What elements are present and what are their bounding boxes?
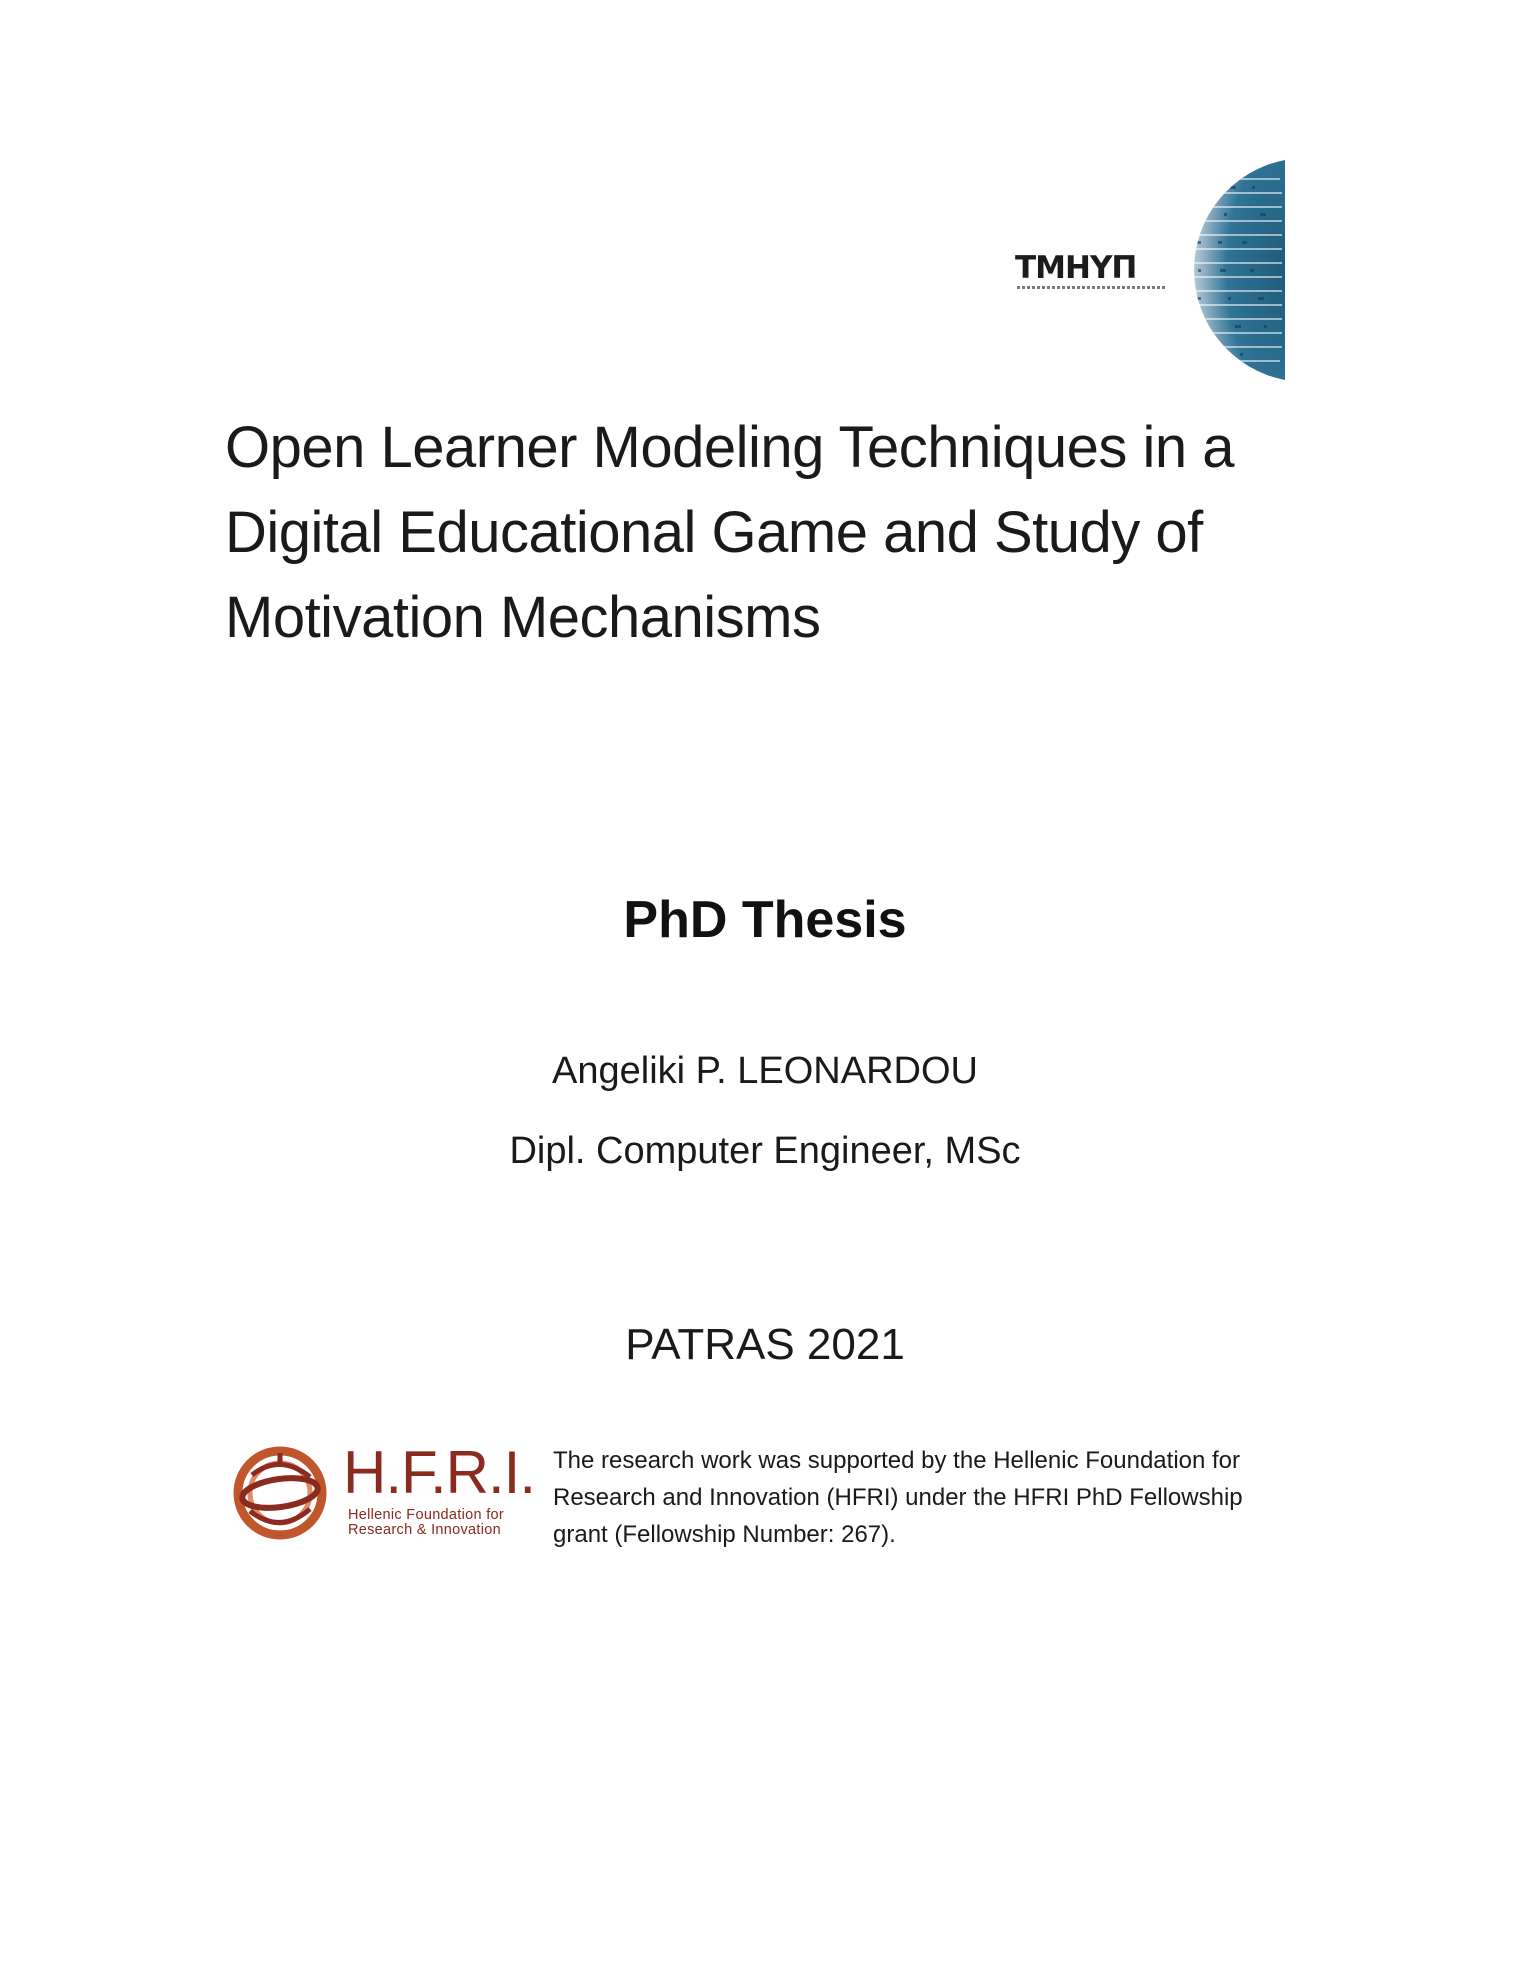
hfri-full-name xyxy=(348,1508,504,1538)
author-name: Angeliki P. LEONARDOU xyxy=(552,1050,978,1092)
acknowledgement-line: grant (Fellowship Number: 267). xyxy=(553,1521,896,1548)
acknowledgement-line: The research work was supported by the Hellenic Foundation for xyxy=(553,1447,1241,1474)
acknowledgement-line: Research and Innovation (HFRI) under the HFRI PhD Fellowship xyxy=(553,1484,1243,1511)
department-logo-text: ΤΜΗΥΠ xyxy=(1015,250,1137,286)
department-logo xyxy=(1015,158,1285,383)
thesis-title-line: Open Learner Modeling Techniques in a xyxy=(225,415,1235,480)
thesis-title xyxy=(225,405,1355,660)
hfri-name-line: Research & Innovation xyxy=(348,1522,501,1538)
thesis-type: PhD Thesis xyxy=(623,891,907,949)
hfri-logo xyxy=(230,1439,536,1545)
funding-acknowledgement xyxy=(553,1442,1298,1553)
department-logo-tagline xyxy=(1017,286,1167,289)
thesis-title-line: Digital Educational Game and Study of xyxy=(225,500,1203,565)
hfri-abbreviation: H.F.R.I. xyxy=(343,1439,536,1506)
hfri-name-line: Hellenic Foundation for xyxy=(348,1507,505,1523)
author-degree: Dipl. Computer Engineer, MSc xyxy=(509,1130,1021,1172)
binary-globe-icon xyxy=(1180,158,1285,383)
hfri-emblem-icon xyxy=(230,1445,330,1541)
place-year: PATRAS 2021 xyxy=(625,1320,905,1369)
thesis-title-line: Motivation Mechanisms xyxy=(225,585,821,650)
